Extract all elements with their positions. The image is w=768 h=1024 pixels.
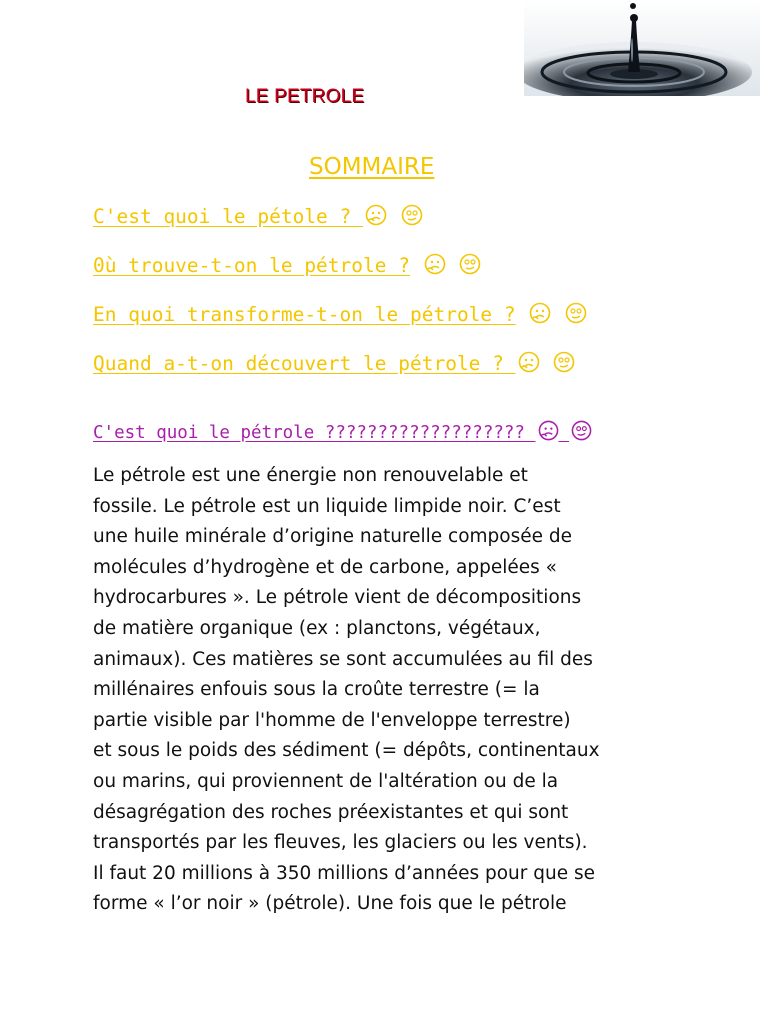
paragraph-line: molécules d’hydrogène et de carbone, appelées « <box>93 556 557 578</box>
confused-face-icon <box>401 204 423 226</box>
paragraph-line: transportés par les fleuves, les glaciers ou les vents). <box>93 832 588 854</box>
paragraph-line: de matière organique (ex : planctons, végétaux, <box>93 617 541 639</box>
toc-item <box>93 253 587 302</box>
table-of-contents <box>93 204 587 400</box>
oil-drop-splash-image <box>524 0 760 96</box>
table-of-contents-heading: SOMMAIRE <box>309 154 435 180</box>
paragraph-line: une huile minérale d’origine naturelle composée de <box>93 526 573 548</box>
paragraph-line: animaux). Ces matières se sont accumulées au fil des <box>93 648 593 670</box>
thinking-face-icon <box>365 204 387 226</box>
confused-face-icon <box>565 302 587 324</box>
toc-link-discovery[interactable]: Quand a-t-on découvert le pétrole ? <box>93 352 516 375</box>
toc-link-where-found[interactable]: 0ù trouve-t-on le pétrole ? <box>93 254 410 277</box>
paragraph-line: ou marins, qui proviennent de l'altération ou de la <box>93 770 559 792</box>
confused-face-icon <box>553 351 575 373</box>
paragraph-line: désagrégation des roches préexistantes et qui sont <box>93 801 569 823</box>
paragraph-line: millénaires enfouis sous la croûte terrestre (= la <box>93 679 540 701</box>
paragraph-line: hydrocarbures ». Le pétrole vient de décompositions <box>93 587 582 609</box>
paragraph-line: fossile. Le pétrole est un liquide limpide noir. C’est <box>93 495 561 517</box>
paragraph-line: et sous le poids des sédiment (= dépôts, continentaux <box>93 740 600 762</box>
thinking-face-icon <box>529 302 551 324</box>
paragraph-line: partie visible par l'homme de l'enveloppe terrestre) <box>93 709 571 731</box>
body-paragraph <box>93 461 713 920</box>
toc-link-transformation[interactable]: En quoi transforme-t-on le pétrole ? <box>93 303 516 326</box>
confused-face-icon <box>459 253 481 275</box>
paragraph-line: forme « l’or noir » (pétrole). Une fois que le pétrole <box>93 893 567 915</box>
section-heading-what-is-oil <box>93 420 592 443</box>
thinking-face-icon <box>518 351 540 373</box>
thinking-face-icon <box>424 253 446 275</box>
toc-item <box>93 302 587 351</box>
toc-item <box>93 351 587 400</box>
thinking-face-icon <box>538 420 559 441</box>
section-heading-text: C'est quoi le pétrole ??????????????????? <box>93 423 536 443</box>
toc-link-what-is-oil[interactable]: C'est quoi le pétole ? <box>93 205 364 228</box>
confused-face-icon <box>571 420 592 441</box>
toc-item <box>93 204 587 253</box>
paragraph-line: Il faut 20 millions à 350 millions d’années pour que se <box>93 862 596 884</box>
document-title: LE PETROLE <box>245 86 365 107</box>
paragraph-line: Le pétrole est une énergie non renouvelable et <box>93 465 528 486</box>
